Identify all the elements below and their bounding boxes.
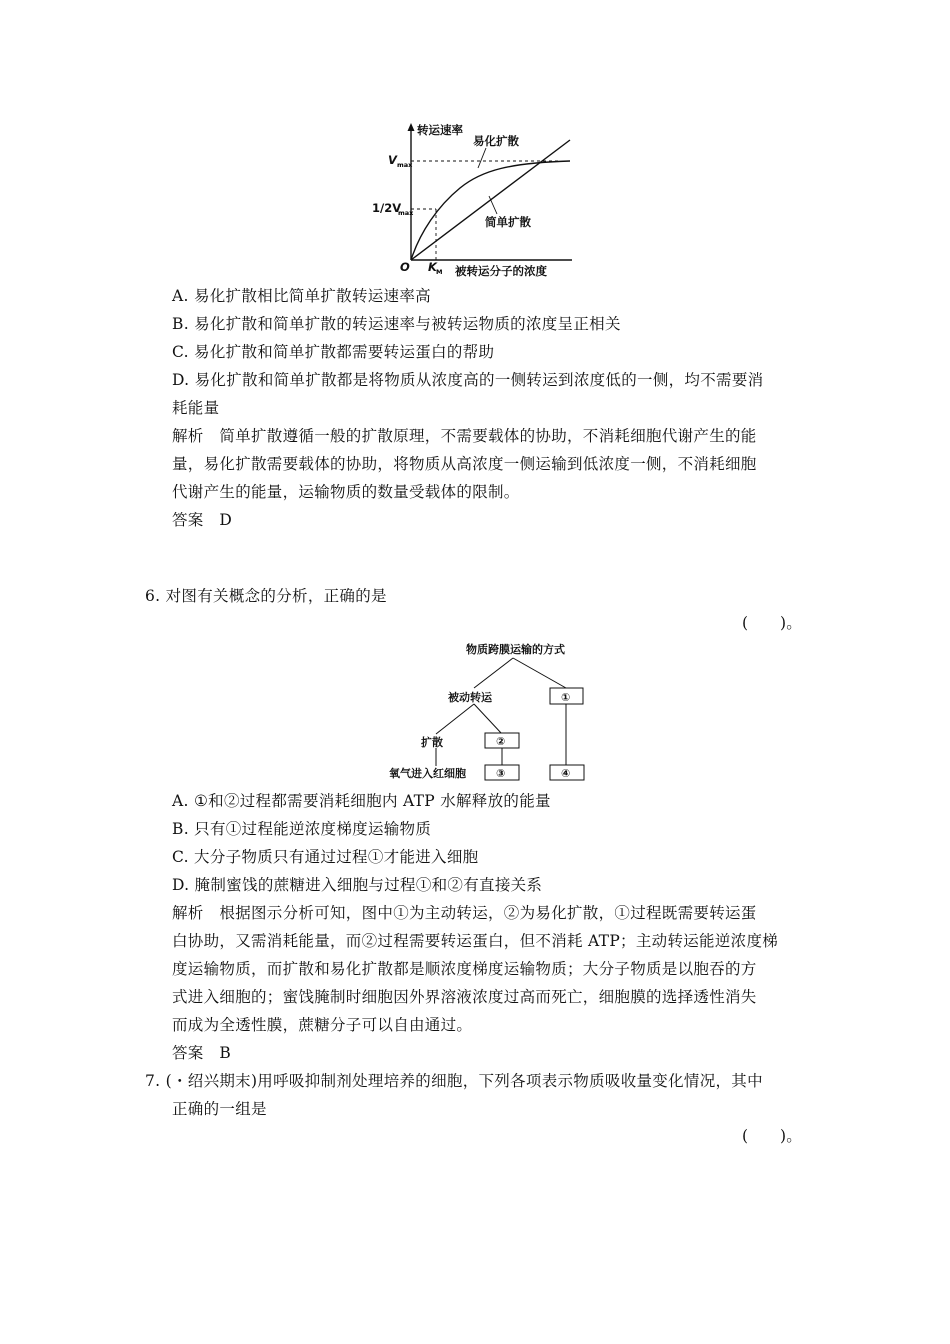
q6-analysis-line3: 度运输物质，而扩散和易化扩散都是顺浓度梯度运输物质；大分子物质是以胞吞的方 <box>172 960 757 978</box>
diagram-box-1: ① <box>561 691 571 704</box>
half-vmax-sub: max <box>398 209 414 217</box>
transport-rate-graph <box>360 120 590 282</box>
diagram-passive-transport: 被动转运 <box>448 691 492 704</box>
diagram-oxygen: 氧气进入红细胞 <box>389 767 466 780</box>
q7-stem-line2: 正确的一组是 <box>172 1100 267 1118</box>
q6-analysis-line1: 解析 根据图示分析可知，图中①为主动转运，②为易化扩散，①过程既需要转运蛋 <box>172 904 757 922</box>
simple-diffusion-label: 简单扩散 <box>485 215 531 229</box>
origin-label: O <box>400 260 410 274</box>
q6-answer: 答案 B <box>172 1044 232 1062</box>
km-sub: M <box>436 268 443 276</box>
q5-option-d-line1: D. 易化扩散和简单扩散都是将物质从浓度高的一侧转运到浓度低的一侧，均不需要消 <box>172 371 764 389</box>
transport-concept-diagram <box>385 638 600 784</box>
q5-analysis-line3: 代谢产生的能量，运输物质的数量受载体的限制。 <box>172 483 520 501</box>
diagram-box-3: ③ <box>496 767 506 780</box>
q6-analysis-line2: 白协助，又需消耗能量，而②过程需要转运蛋白，但不消耗 ATP；主动转运能逆浓度梯 <box>172 932 779 950</box>
y-axis-label: 转运速率 <box>417 123 463 137</box>
q6-answer-paren: ( )。 <box>742 614 803 632</box>
vmax-sub: max <box>397 161 413 169</box>
x-axis-label: 被转运分子的浓度 <box>455 264 547 278</box>
q7-stem-line1: 7. (・绍兴期末)用呼吸抑制剂处理培养的细胞，下列各项表示物质吸收量变化情况，其中 <box>145 1072 763 1090</box>
diagram-box-4: ④ <box>561 767 571 780</box>
vmax-label: V <box>388 153 397 167</box>
q7-answer-paren: ( )。 <box>742 1127 803 1145</box>
q6-stem: 6. 对图有关概念的分析，正确的是 <box>145 587 387 605</box>
diagram-box-2: ② <box>496 735 506 748</box>
q5-analysis-line2: 量，易化扩散需要载体的协助，将物质从高浓度一侧运输到低浓度一侧，不消耗细胞 <box>172 455 757 473</box>
q5-option-d-line2: 耗能量 <box>172 399 220 417</box>
q6-analysis-line4: 式进入细胞的；蜜饯腌制时细胞因外界溶液浓度过高而死亡，细胞膜的选择透性消失 <box>172 988 757 1006</box>
q5-option-b: B. 易化扩散和简单扩散的转运速率与被转运物质的浓度呈正相关 <box>172 315 621 333</box>
q5-analysis-line1: 解析 简单扩散遵循一般的扩散原理，不需要载体的协助，不消耗细胞代谢产生的能 <box>172 427 757 445</box>
q5-option-c: C. 易化扩散和简单扩散都需要转运蛋白的帮助 <box>172 343 495 361</box>
q6-option-d: D. 腌制蜜饯的蔗糖进入细胞与过程①和②有直接关系 <box>172 876 543 894</box>
q5-option-a: A. 易化扩散相比简单扩散转运速率高 <box>172 287 431 305</box>
diagram-diffusion: 扩散 <box>421 736 443 749</box>
km-label: K <box>428 260 437 274</box>
q6-option-c: C. 大分子物质只有通过过程①才能进入细胞 <box>172 848 479 866</box>
diagram-root: 物质跨膜运输的方式 <box>466 643 565 656</box>
q6-analysis-line5: 而成为全透性膜，蔗糖分子可以自由通过。 <box>172 1016 473 1034</box>
half-vmax-label: 1/2V <box>372 201 402 215</box>
facilitated-diffusion-label: 易化扩散 <box>473 134 519 148</box>
q6-option-a: A. ①和②过程都需要消耗细胞内 ATP 水解释放的能量 <box>172 792 551 810</box>
q5-answer: 答案 D <box>172 511 233 529</box>
q6-option-b: B. 只有①过程能逆浓度梯度运输物质 <box>172 820 432 838</box>
